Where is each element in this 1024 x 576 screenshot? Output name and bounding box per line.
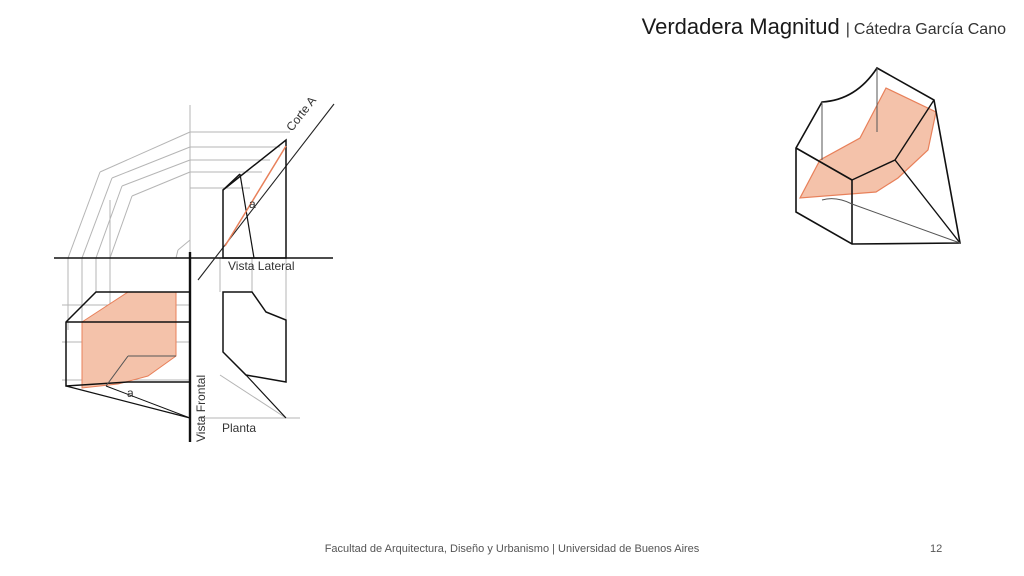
title-main: Verdadera Magnitud — [641, 14, 840, 39]
section-fill-frontal — [82, 292, 176, 388]
isometric-solid — [796, 68, 960, 244]
planta-view — [223, 292, 286, 418]
dimension-a-top-label: a — [249, 197, 256, 211]
section-trace-lateral — [225, 146, 286, 246]
planta-label: Planta — [222, 421, 257, 435]
dimension-a-bottom-label: a — [127, 386, 134, 400]
page-number: 12 — [930, 543, 943, 555]
corte-a-label: Corte A — [283, 93, 320, 134]
title-separator: | — [845, 21, 850, 38]
footer-institution: Facultad de Arquitectura, Diseño y Urbanismo | Universidad de Buenos Aires — [324, 543, 700, 555]
corte-a-plane-line — [198, 104, 334, 280]
vista-lateral-label: Vista Lateral — [228, 259, 295, 273]
vista-frontal-label: Vista Frontal — [194, 374, 208, 442]
title-subtitle: Cátedra García Cano — [853, 21, 1006, 38]
